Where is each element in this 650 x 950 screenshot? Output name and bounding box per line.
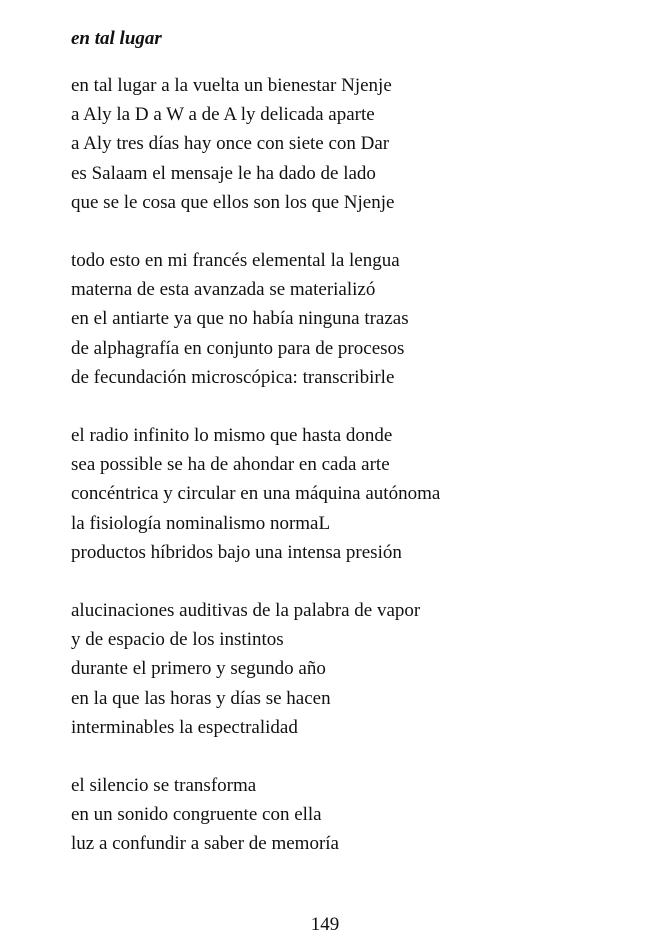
stanza-3 (71, 421, 631, 567)
poem-line: que se le cosa que ellos son los que Njenje (71, 191, 395, 213)
poem-line: concéntrica y circular en una máquina autónoma (71, 483, 441, 505)
poem-line: en un sonido congruente con ella (71, 804, 322, 826)
poem-line: luz a confundir a saber de memoría (71, 833, 339, 855)
poem-line: productos híbridos bajo una intensa presión (71, 541, 402, 563)
poem-line: alucinaciones auditivas de la palabra de vapor (71, 600, 421, 622)
poem-line: en el antiarte ya que no había ninguna trazas (71, 308, 409, 330)
poem-line: el silencio se transforma (71, 775, 257, 797)
poem-line: todo esto en mi francés elemental la lengua (71, 250, 400, 272)
stanza-2 (71, 246, 631, 392)
poem-line: y de espacio de los instintos (71, 629, 284, 651)
poem-page (71, 26, 631, 888)
stanza-1 (71, 71, 631, 217)
poem-line: a Aly tres días hay once con siete con Dar (71, 133, 390, 155)
stanza-5 (71, 771, 631, 859)
poem-line: en la que las horas y días se hacen (71, 687, 331, 709)
poem-title: en tal lugar (71, 28, 162, 49)
poem-line: la fisiología nominalismo normaL (71, 512, 331, 534)
poem-line: sea possible se ha de ahondar en cada arte (71, 454, 390, 476)
poem-line: durante el primero y segundo año (71, 658, 326, 680)
stanza-4 (71, 596, 631, 742)
poem-line: de alphagrafía en conjunto para de procesos (71, 337, 405, 359)
poem-line: materna de esta avanzada se materializó (71, 279, 376, 301)
poem-line: el radio infinito lo mismo que hasta donde (71, 425, 393, 447)
poem-line: es Salaam el mensaje le ha dado de lado (71, 162, 376, 184)
poem-line: interminables la espectralidad (71, 716, 298, 738)
poem-line: de fecundación microscópica: transcribirle (71, 366, 395, 388)
poem-line: en tal lugar a la vuelta un bienestar Njenje (71, 75, 392, 96)
poem-line: a Aly la D a W a de A ly delicada aparte (71, 104, 375, 126)
page-number: 149 (310, 914, 340, 935)
